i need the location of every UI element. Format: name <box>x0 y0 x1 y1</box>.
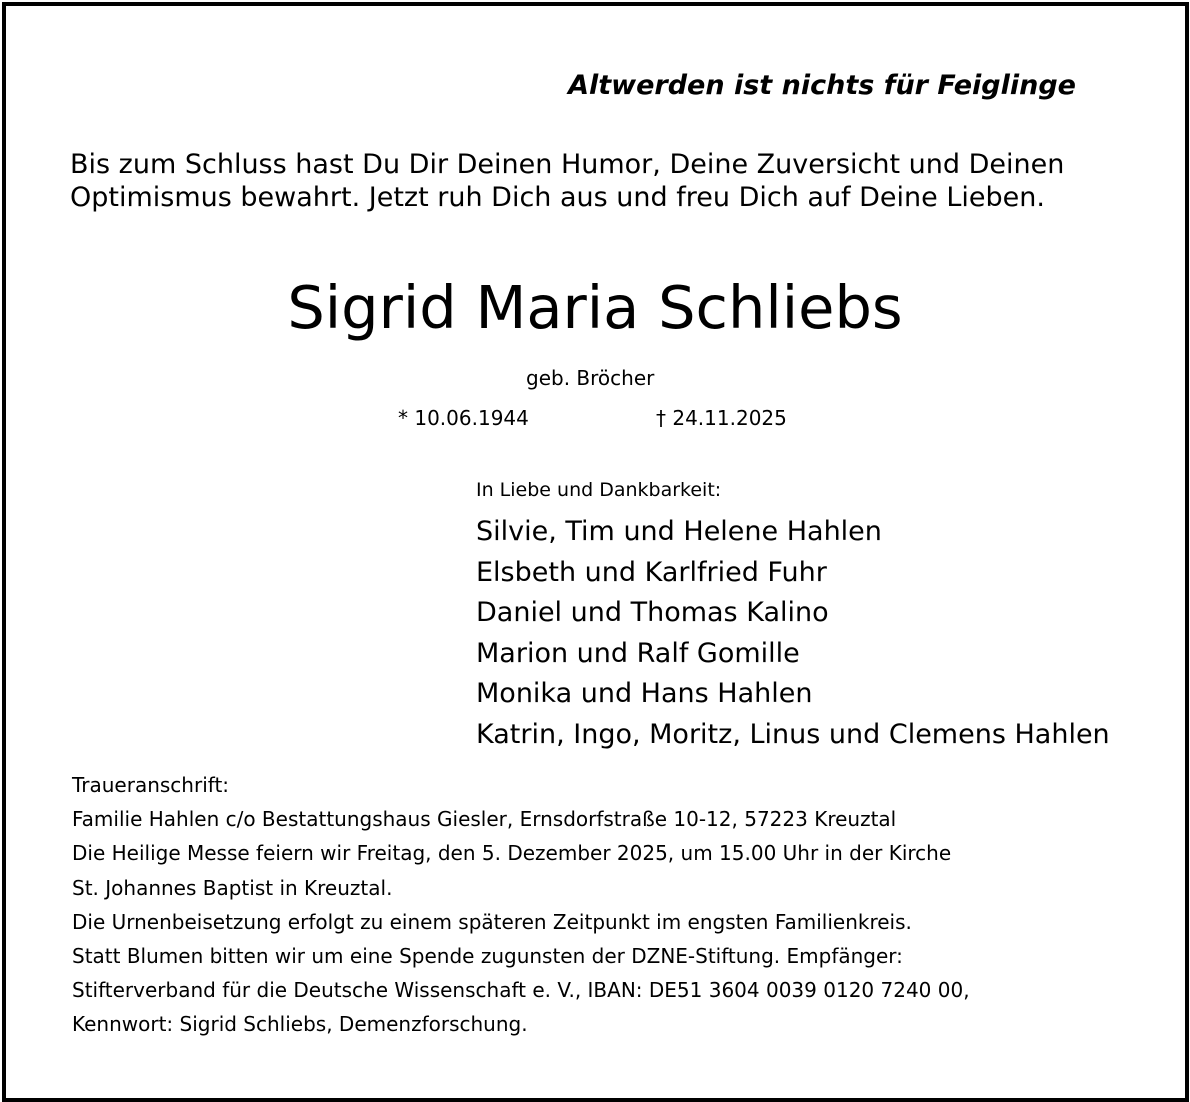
details-line: Familie Hahlen c/o Bestattungshaus Giesler, Ernsdorfstraße 10-12, 57223 Kreuztal <box>72 807 897 832</box>
maiden-name: geb. Bröcher <box>526 366 655 390</box>
funeral-details <box>72 768 970 1042</box>
mourner-entry: Monika und Hans Hahlen <box>476 678 813 710</box>
intro-line: Bis zum Schluss hast Du Dir Deinen Humor, Deine Zuversicht und Deinen <box>70 149 1065 180</box>
motto-heading: Altwerden ist nichts für Feiglinge <box>568 70 1076 101</box>
details-line: Kennwort: Sigrid Schliebs, Demenzforschung. <box>72 1012 528 1037</box>
intro-line: Optimismus bewahrt. Jetzt ruh Dich aus und freu Dich auf Deine Lieben. <box>70 182 1045 213</box>
intro-text <box>70 148 1130 214</box>
deceased-name: Sigrid Maria Schliebs <box>287 273 903 342</box>
details-line: Traueranschrift: <box>72 773 230 797</box>
mourner-entry: Silvie, Tim und Helene Hahlen <box>476 516 882 547</box>
details-line: Statt Blumen bitten wir um eine Spende zugunsten der DZNE-Stiftung. Empfänger: <box>72 944 903 969</box>
details-line: St. Johannes Baptist in Kreuztal. <box>72 875 393 900</box>
mourner-entry: Katrin, Ingo, Moritz, Linus und Clemens Hahlen <box>476 718 1110 750</box>
mourner-entry: Marion und Ralf Gomille <box>476 637 800 669</box>
details-line: Die Urnenbeisetzung erfolgt zu einem späteren Zeitpunkt im engsten Familienkreis. <box>72 909 912 934</box>
mourners-list <box>476 512 1110 756</box>
birth-date: * 10.06.1944 <box>398 406 529 430</box>
details-line: Die Heilige Messe feiern wir Freitag, den 5. Dezember 2025, um 15.00 Uhr in der Kirche <box>72 841 952 866</box>
death-date: † 24.11.2025 <box>656 406 787 430</box>
mourner-entry: Daniel und Thomas Kalino <box>476 597 829 629</box>
mourner-entry: Elsbeth und Karlfried Fuhr <box>476 556 827 588</box>
thanks-line: In Liebe und Dankbarkeit: <box>476 479 722 501</box>
details-line: Stifterverband für die Deutsche Wissenschaft e. V., IBAN: DE51 3604 0039 0120 7240 00, <box>72 978 970 1003</box>
